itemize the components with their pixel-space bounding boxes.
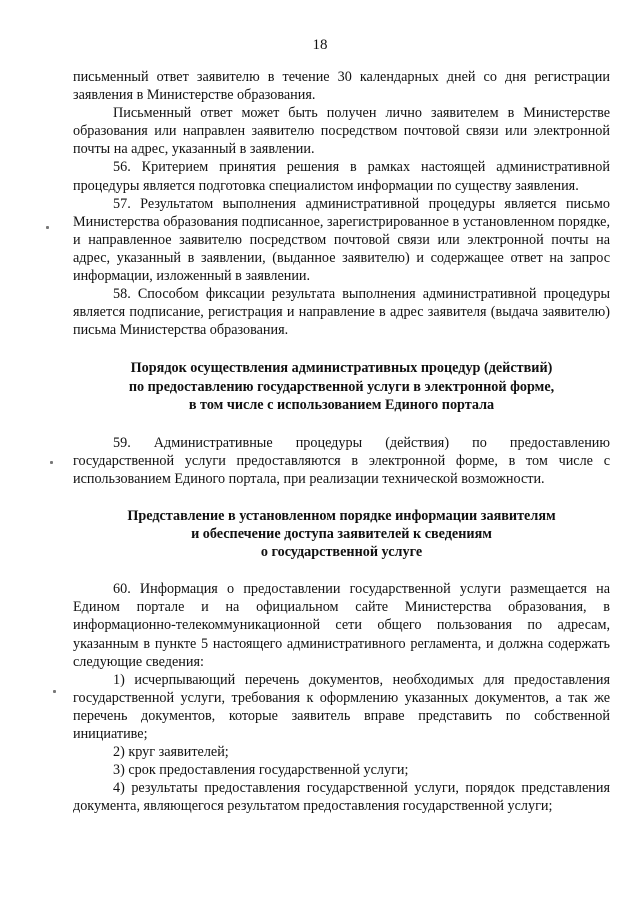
heading-line: Представление в установленном порядке информации заявителям (127, 507, 556, 524)
list-item: 3) срок предоставления государственной услуги; (113, 762, 409, 779)
scan-speck (46, 226, 49, 229)
list-item: 1) исчерпывающий перечень документов, необходимых для предоставления государственной услуги, требования к оформлению указанных документов, а так же перечень документов, которые заявитель вправе представить по собственной инициативе; (73, 671, 610, 742)
section-heading-information (73, 507, 610, 561)
section-heading-electronic-procedures (73, 359, 610, 413)
scan-speck (53, 690, 56, 693)
heading-line: по предоставлению государственной услуги в электронной форме, (128, 378, 555, 395)
heading-line: в том числе с использованием Единого портала (188, 396, 495, 413)
heading-line: о государственной услуге (260, 544, 423, 561)
paragraph: Письменный ответ может быть получен лично заявителем в Министерстве образования или направлен заявителю посредством почтовой связи или электронной почты на адрес, указанный в заявлении. (73, 105, 610, 158)
paragraph: письменный ответ заявителю в течение 30 календарных дней со дня регистрации заявления в Министерстве образования. (73, 69, 610, 104)
heading-line: Порядок осуществления административных процедур (действий) (130, 360, 553, 377)
list-item: 4) результаты предоставления государственной услуги, порядок представления документа, являющегося результатом предоставления государственной услуги; (73, 780, 610, 815)
heading-line: и обеспечение доступа заявителей к сведениям (191, 526, 492, 543)
page-number: 18 (312, 37, 328, 53)
paragraph-57: 57. Результатом выполнения административной процедуры является письмо Министерства образования подписанное, зарегистрированное в установленном порядке, и направленное заявителю посредством почтовой связи или электронной почты на адрес, указанный в заявлении, (выданное заявителю) и содержащее ответ на запрос информации, изложенный в заявлении. (73, 195, 610, 285)
document-body (73, 68, 610, 815)
paragraph-59: 59. Административные процедуры (действия) по предоставлению государственной услуги предоставляются в электронной форме, в том числе с использованием Единого портала, при реализации технической возможности. (73, 434, 610, 487)
paragraph-58: 58. Способом фиксации результата выполнения административной процедуры является подписание, регистрация и направление в адрес заявителя (выдача заявителю) письма Министерства образования. (73, 286, 610, 339)
paragraph-56: 56. Критерием принятия решения в рамках настоящей административной процедуры является подготовка специалистом информации по существу заявления. (73, 159, 610, 194)
list-item: 2) круг заявителей; (113, 744, 229, 761)
scan-speck (50, 461, 53, 464)
paragraph-60: 60. Информация о предоставлении государственной услуги размещается на Едином портале и на официальном сайте Министерства образования, в информационно-телекоммуникационной сети общего пользования по адресам, указанным в пункте 5 настоящего административного регламента, и должна содержать следующие сведения: (73, 581, 610, 670)
